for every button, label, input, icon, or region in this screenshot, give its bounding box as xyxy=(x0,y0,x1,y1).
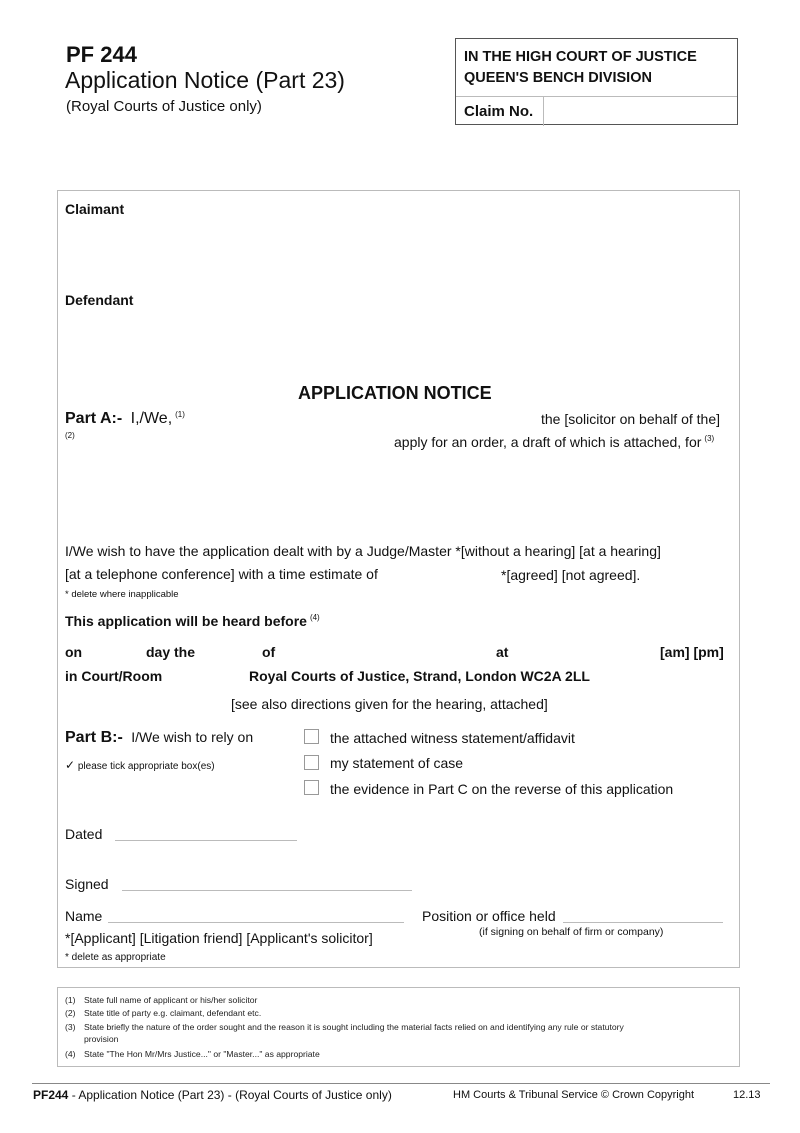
note-item: (1) State full name of applicant or his/her solicitor xyxy=(65,995,258,1005)
wish-line-2b: *[agreed] [not agreed]. xyxy=(501,567,641,583)
part-a-iwe: I,/We, xyxy=(130,410,173,427)
option-part-c-evidence: the evidence in Part C on the reverse of this application xyxy=(330,781,674,797)
note-item: (3) State briefly the nature of the order sought and the reason it is sought including the material facts relied on and identifying any rule or statutory xyxy=(65,1022,624,1032)
apply-text: apply for an order, a draft of which is attached, for xyxy=(394,434,702,450)
at-label: at xyxy=(496,644,509,660)
claim-no-label: Claim No. xyxy=(464,103,534,120)
position-field[interactable] xyxy=(563,922,723,923)
dated-label: Dated xyxy=(65,826,103,842)
rely-text: I/We wish to rely on xyxy=(131,729,254,745)
am-pm-label: [am] [pm] xyxy=(660,644,724,660)
footer-form-info xyxy=(33,1088,392,1102)
tick-hint-line xyxy=(65,758,215,772)
court-line-2: QUEEN'S BENCH DIVISION xyxy=(464,70,652,86)
court-name xyxy=(464,47,697,89)
see-also-directions: [see also directions given for the hearing, attached] xyxy=(231,696,548,712)
form-title: Application Notice (Part 23) xyxy=(65,67,345,93)
claim-no-divider xyxy=(543,97,544,126)
wish-line-1: I/We wish to have the application dealt with by a Judge/Master *[without a hearing] [at a hearing] xyxy=(65,543,661,559)
defendant-label: Defendant xyxy=(65,292,134,308)
heard-before-line xyxy=(65,613,320,629)
claim-row xyxy=(456,96,737,125)
part-b-label: Part B:- xyxy=(65,729,123,746)
position-hint: (if signing on behalf of firm or company) xyxy=(479,926,664,938)
capacity-text: *[Applicant] [Litigation friend] [Applicant's solicitor] xyxy=(65,930,373,946)
part-b-line xyxy=(65,729,253,747)
dated-field[interactable] xyxy=(115,840,297,841)
heard-before-label: This application will be heard before xyxy=(65,613,307,629)
checkbox-statement-of-case[interactable] xyxy=(304,755,319,770)
footer-form-desc: - Application Notice (Part 23) - (Royal Courts of Justice only) xyxy=(68,1088,392,1102)
ref-3: (3) xyxy=(704,434,715,443)
footer-version: 12.13 xyxy=(733,1089,761,1101)
apply-line xyxy=(394,434,714,450)
claimant-label: Claimant xyxy=(65,201,125,217)
ref-1: (1) xyxy=(175,410,185,419)
part-a-label: Part A:- xyxy=(65,410,123,427)
tick-icon: ✓ xyxy=(65,758,76,772)
ref-4: (4) xyxy=(309,613,320,622)
footer-rule xyxy=(32,1083,770,1084)
signed-label: Signed xyxy=(65,876,109,892)
note-item: provision xyxy=(84,1034,119,1044)
option-statement-of-case: my statement of case xyxy=(330,755,464,771)
note-item: (2) State title of party e.g. claimant, defendant etc. xyxy=(65,1008,262,1018)
signed-field[interactable] xyxy=(122,890,412,891)
wish-line-2a: [at a telephone conference] with a time estimate of xyxy=(65,566,378,582)
venue: Royal Courts of Justice, Strand, London WC2A 2LL xyxy=(249,668,590,684)
checkbox-witness-statement[interactable] xyxy=(304,729,319,744)
tick-hint: please tick appropriate box(es) xyxy=(77,761,215,772)
position-label: Position or office held xyxy=(422,908,556,924)
note-item: (4) State "The Hon Mr/Mrs Justice..." or "Master..." as appropriate xyxy=(65,1049,320,1059)
court-room-label: in Court/Room xyxy=(65,668,163,684)
court-line-1: IN THE HIGH COURT OF JUSTICE xyxy=(464,49,697,65)
day-the-label: day the xyxy=(146,644,196,660)
name-field[interactable] xyxy=(108,922,404,923)
form-subtitle: (Royal Courts of Justice only) xyxy=(66,98,262,115)
court-box xyxy=(455,38,738,125)
notice-heading: APPLICATION NOTICE xyxy=(298,383,492,403)
ref-2: (2) xyxy=(65,431,75,440)
form-id: PF 244 xyxy=(66,42,137,67)
footer-form-code: PF244 xyxy=(33,1088,69,1102)
of-label: of xyxy=(262,644,276,660)
name-label: Name xyxy=(65,908,103,924)
part-a-line xyxy=(65,410,185,428)
delete-inapplicable-note: * delete where inapplicable xyxy=(65,589,179,600)
option-witness-statement: the attached witness statement/affidavit xyxy=(330,730,575,746)
on-label: on xyxy=(65,644,83,660)
footer-publisher: HM Courts & Tribunal Service © Crown Copyright xyxy=(453,1089,695,1101)
solicitor-text: the [solicitor on behalf of the] xyxy=(541,411,720,427)
checkbox-part-c-evidence[interactable] xyxy=(304,780,319,795)
delete-appropriate-note: * delete as appropriate xyxy=(65,952,166,963)
